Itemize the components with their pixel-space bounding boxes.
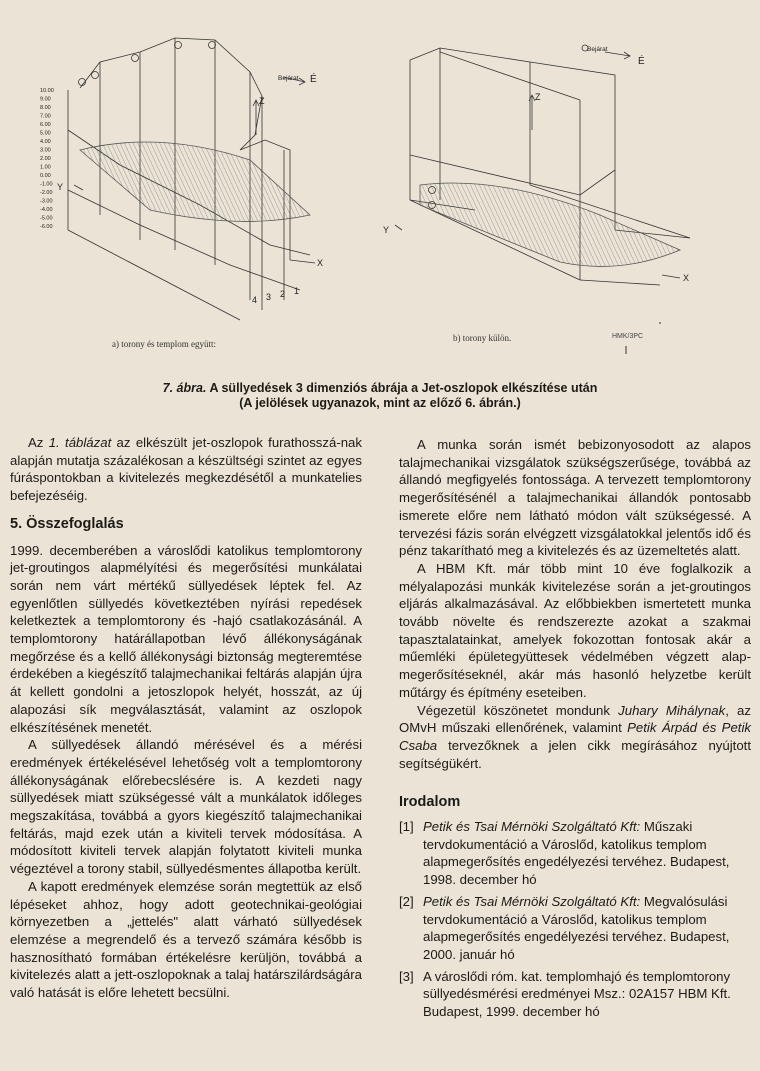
figure-7 bbox=[0, 0, 760, 360]
y-tick-label: 9.00 bbox=[40, 96, 51, 103]
person-name: Juhary Mihálynak bbox=[618, 702, 726, 718]
y-tick-label: 10.00 bbox=[40, 88, 54, 94]
figure-caption bbox=[0, 381, 760, 411]
figure-caption-text: A süllyedések 3 dimenziós ábrája a Jet-oszlopok elkészítése után bbox=[206, 381, 598, 395]
right-y-label: Y bbox=[383, 225, 390, 235]
references-heading: Irodalom bbox=[399, 794, 461, 811]
text-fragment: Végezetül köszönetet mondunk bbox=[417, 702, 619, 718]
figure-7-drawing bbox=[0, 0, 760, 360]
reference-body bbox=[423, 968, 751, 1021]
paragraph-summary-1: 1999. decemberében a városlődi katolikus templomtorony jet-groutingos alapmélyítési és megerősítési munkálatai során nem várt mértékű süllyedések léptek fel. Az egyenlőtlen süllyedés következtében nyírási repedések keletkeztek a templomtorony és -hajó csatlakozásánál. A templomtorony határállapotban lévő állékonyságának megőrzése és a kellő állékonysági biztonság megteremtése érdekében a kiegészítő talajmechanikai feltárás alapján újra át kellett gondolni a jetoszlopok helyét, hosszát, az új alapozási sík megválasztását, valamint az oszlopok elkészítésének menetét. bbox=[10, 542, 362, 735]
right-3d-plot bbox=[395, 45, 690, 285]
y-tick-label: -2.00 bbox=[40, 190, 53, 196]
y-tick-label: 3.00 bbox=[40, 147, 51, 154]
left-column bbox=[10, 434, 362, 1002]
reference-number: [2] bbox=[399, 893, 414, 909]
y-tick-label: -6.00 bbox=[40, 224, 53, 230]
reference-body bbox=[423, 893, 751, 964]
y-tick-label: -4.00 bbox=[40, 207, 53, 213]
figure-caption-line2: (A jelölések ugyanazok, mint az előző 6. ábrán.) bbox=[239, 396, 521, 410]
reference-number: [1] bbox=[399, 819, 414, 835]
paragraph-table-ref bbox=[10, 434, 362, 505]
bottom-number-label: 4 bbox=[252, 295, 258, 305]
right-plot-code: HMK/3PC bbox=[612, 333, 644, 340]
reference-list bbox=[399, 818, 751, 1021]
y-tick-label: 8.00 bbox=[40, 105, 51, 111]
right-z-label: Z bbox=[535, 92, 541, 102]
right-column bbox=[399, 436, 751, 1025]
section-heading-summary: 5. Összefoglalás bbox=[10, 515, 124, 532]
paragraph-acknowledgement bbox=[399, 702, 751, 773]
paragraph-right-1: A munka során ismét bebizonyosodott az alapos talajmechanikai vizsgálatok szükségszerűsége, továbbá az állandó megfigyelés fontossága. A tervezett templomtorony megerősítésénél a talajmechanikai állandók pontosabb ismerete előre nem látható módon vált szükségessé. A tervezési fázis során elvégzett vizsgálatokkal jelentős idő és pénz takarítható meg a kivitelezés és az üzemeltetés alatt. bbox=[399, 437, 751, 559]
bottom-number-label: 3 bbox=[266, 292, 272, 302]
paragraph-right-2: A HBM Kft. már több mint 10 éve foglalkozik a mélyalapozási munkák kivitelezése során a jet-groutingos eljárás alkalmazásával. Az előbbiekben ismertetett munka tovább növelte és rendszerezte azokat a szakmai tapasztalatainkat, amelyek fokozottan fontosak akár a műemléki épületegyüttesek védelmében végzett alap-megerősítéseknél, akár más hasonló helyzetbe került műtárgy és építmény eseteiben. bbox=[399, 560, 751, 700]
left-north-label: É bbox=[310, 74, 317, 85]
text-fragment: , az OMvH műszaki ellenőrének, valamint bbox=[399, 702, 751, 736]
reference-body bbox=[423, 818, 751, 889]
y-tick-label: 0.00 bbox=[40, 173, 51, 179]
reference-author: Petik és Tsai Mérnöki Szolgáltató Kft: bbox=[423, 893, 641, 909]
left-z-label: Z bbox=[259, 96, 265, 106]
y-tick-label: 4.00 bbox=[40, 139, 51, 145]
y-tick-label: 2.00 bbox=[40, 156, 51, 162]
table-reference: 1. táblázat bbox=[48, 435, 112, 450]
y-tick-label: 5.00 bbox=[40, 130, 51, 137]
left-bottom-numbers bbox=[252, 286, 299, 305]
text-fragment: tervezőknek a jelen cikk megírásához nyújtott segítségükért. bbox=[399, 737, 751, 771]
paragraph-summary-3: A kapott eredmények elemzése során megtettük az első lépéseket ahhoz, hogy adott geotechnikai-geológiai környezetben a „jettelés" alatt várható süllyedések elemzése a megrendelő és a tervező számára később is hasznosítható formában értékelésre kerüljön, továbbá a kivitelezés alatt a jett-oszlopoknak a talaj határszilárdságára való hatását is előre lehetett becsülni. bbox=[10, 878, 362, 1001]
left-bejarat-label: Bejárat bbox=[278, 75, 299, 82]
reference-text: Megvalósulási tervdokumentáció a Városlőd, katolikus templom alapmegerősítés engedélyezési tervéhez. Budapest, 2000. január hó bbox=[423, 893, 730, 962]
left-y-label: Y bbox=[57, 182, 64, 192]
figure-number: 7. ábra. bbox=[162, 381, 207, 395]
right-x-label: X bbox=[683, 273, 690, 283]
paragraph-summary-2: A süllyedések állandó mérésével és a mérési eredmények értékelésével lehetőség volt a templomtorony állékonyságának előrebecslésére is. A kezdeti nagy süllyedések miatt szükségessé vált a munkálatok időleges megszakítása, továbbá a gyors kiegészítő talajmechanikai feltárás, majd ezek után a kiviteli tervek módosítása. A módosított kiviteli tervek alapján folytatott kiviteli munka végeztével a torony stabil, süllyedésmentes állapotba került. bbox=[10, 737, 362, 877]
left-y-ticks bbox=[40, 88, 54, 230]
reference-number: [3] bbox=[399, 968, 414, 984]
right-plot-caption: b) torony külön. bbox=[453, 333, 512, 343]
y-tick-label: -3.00 bbox=[40, 198, 53, 205]
reference-author: Petik és Tsai Mérnöki Szolgáltató Kft: bbox=[423, 819, 641, 835]
right-bejarat-label: Bejárat bbox=[587, 46, 608, 53]
bottom-number-label: 2 bbox=[280, 289, 286, 299]
right-north-label: É bbox=[638, 56, 645, 67]
left-x-label: X bbox=[317, 258, 324, 268]
y-tick-label: 1.00 bbox=[40, 164, 51, 171]
person-name: Petik Árpád és Petik Csaba bbox=[399, 720, 751, 753]
reference-item bbox=[399, 818, 751, 889]
y-tick-label: 7.00 bbox=[40, 113, 51, 120]
figure-caption-line1 bbox=[0, 381, 760, 396]
reference-item bbox=[399, 893, 751, 964]
y-tick-label: -1.00 bbox=[40, 181, 53, 188]
text-fragment: az elkészült jet-oszlopok furathosszá-nak alapján mutatja százalékosan a készültségi szintet az egyes fúráspontokban a kivitelezés megkezdésétől a munkatelies befejezéséig. bbox=[10, 435, 362, 504]
y-tick-label: -5.00 bbox=[40, 215, 53, 222]
text-fragment: Az bbox=[28, 435, 49, 450]
y-tick-label: 6.00 bbox=[40, 122, 51, 128]
bottom-number-label: 1 bbox=[294, 286, 300, 296]
reference-text: Műszaki tervdokumentáció a Városlőd, katolikus templom alapmegerősítés engedélyezési tervéhez. Budapest, 1998. december hó bbox=[423, 819, 730, 888]
reference-text: A városlődi róm. kat. templomhajó és templomtorony süllyedésmérési eredményei Msz.: 02A157 HBM Kft. Budapest, 1999. december hó bbox=[423, 968, 731, 1020]
left-plot-caption: a) torony és templom együtt: bbox=[112, 339, 216, 349]
reference-item bbox=[399, 968, 751, 1021]
